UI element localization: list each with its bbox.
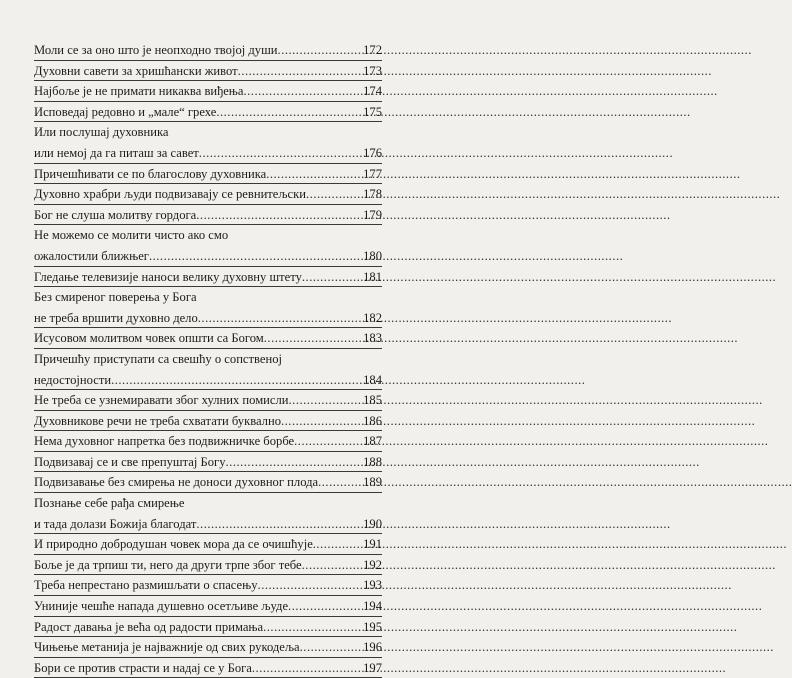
dot-leader — [196, 205, 356, 226]
toc-entry-line — [34, 143, 382, 164]
dot-leader — [288, 596, 356, 617]
toc-entry-line — [34, 205, 382, 226]
toc-entry-line — [34, 637, 382, 658]
toc-entry-title: Бог не слуша молитву гордога — [34, 207, 197, 222]
dot-leader — [238, 61, 356, 82]
toc-entry-title: недостојности — [34, 372, 112, 387]
toc-entry — [34, 40, 382, 61]
toc-entry-title: Подвизавање без смирења не доноси духовног плода — [34, 475, 319, 490]
toc-entry-title: Нема духовног напретка без подвижничке борбе — [34, 434, 295, 449]
dot-leader — [318, 472, 356, 493]
toc-page-number: 194 — [363, 599, 382, 614]
toc-entry-line — [34, 411, 382, 432]
toc-page-number: 173 — [363, 63, 382, 78]
toc-entry-title: Радост давања је већа од радости примања — [34, 619, 264, 634]
dot-leader — [289, 390, 356, 411]
toc-entry-title: Причешћивати се по благослову духовника — [34, 166, 267, 181]
toc-entry-line — [34, 267, 382, 288]
toc-entry-title: или немој да га питаш за савет — [34, 145, 199, 160]
toc-entry-title: Духовни савети за хришћански живот — [34, 63, 238, 78]
toc-entry-line — [34, 349, 382, 370]
toc-entry — [34, 328, 382, 349]
toc-entry-line — [34, 40, 382, 61]
toc-page-number: 187 — [363, 434, 382, 449]
dot-leader — [266, 164, 356, 185]
toc-entry — [34, 411, 382, 432]
toc-entry-line — [34, 164, 382, 185]
toc-entry-title: Не можемо се молити чисто ако смо — [34, 228, 229, 243]
toc-entry-title: Без смиреног поверења у Бога — [34, 290, 197, 305]
toc-entry-title: Чињење метанија је најважније од свих рукодеља — [34, 640, 300, 655]
toc-page-number: 180 — [363, 248, 382, 263]
dot-leader — [263, 617, 356, 638]
dot-leader — [252, 658, 356, 678]
toc-entry — [34, 617, 382, 638]
toc-page-number: 186 — [363, 413, 382, 428]
dot-leader — [313, 534, 356, 555]
toc-entry — [34, 431, 382, 452]
dot-leader — [300, 637, 356, 658]
toc-page-number: 177 — [363, 166, 382, 181]
toc-entry-title: Гледање телевизије наноси велику духовну штету — [34, 269, 302, 284]
toc-entry-line — [34, 246, 382, 267]
toc-entry — [34, 555, 382, 576]
toc-page-number: 184 — [363, 372, 382, 387]
toc-entry — [34, 349, 382, 390]
toc-entry-title: Или послушај духовника — [34, 125, 169, 140]
toc-page-number: 193 — [363, 578, 382, 593]
toc-entry-title: Исусовом молитвом човек општи са Богом — [34, 331, 264, 346]
toc-entry-title: Причешћу приступати са свешћу о сопственој — [34, 351, 283, 366]
toc-entry — [34, 225, 382, 266]
dot-leader — [302, 555, 356, 576]
toc-entry — [34, 390, 382, 411]
toc-page-number: 183 — [363, 331, 382, 346]
toc-page-number: 189 — [363, 475, 382, 490]
toc-entry-title: Духовно храбри људи подвизавају се ревнитељски — [34, 187, 307, 202]
dot-leader — [226, 452, 356, 473]
toc-entry — [34, 637, 382, 658]
toc-entry-line — [34, 534, 382, 555]
dot-leader — [149, 246, 356, 267]
toc-entry-line — [34, 493, 382, 514]
toc-entry — [34, 81, 382, 102]
toc-entry-line — [34, 575, 382, 596]
toc-entry-line — [34, 287, 382, 308]
toc-entry-line — [34, 102, 382, 123]
toc-entry — [34, 472, 382, 493]
toc-entry-line — [34, 555, 382, 576]
toc-entry — [34, 452, 382, 473]
dot-leader — [196, 514, 356, 535]
toc-entry-line — [34, 390, 382, 411]
toc-entry-line — [34, 308, 382, 329]
toc-page-number: 195 — [363, 619, 382, 634]
toc-page-number: 197 — [363, 660, 382, 675]
toc-entry-title: Треба непрестано размишљати о спасењу — [34, 578, 258, 593]
dot-leader — [281, 411, 356, 432]
toc-page-number: 175 — [363, 104, 382, 119]
toc-entry-title: Познање себе рађа смирење — [34, 496, 185, 511]
toc-entry-title: Моли се за оно што је неопходно твојој души — [34, 43, 278, 57]
toc-entry-title: Униније чешће напада душевно осетљиве људе — [34, 599, 289, 614]
dot-leader — [244, 81, 357, 102]
toc-entry-line — [34, 431, 382, 452]
toc-entry-line — [34, 81, 382, 102]
toc-entry-line — [34, 370, 382, 391]
toc-page-number: 192 — [363, 557, 382, 572]
toc-page-number: 176 — [363, 145, 382, 160]
table-of-contents — [34, 40, 382, 678]
toc-entry — [34, 267, 382, 288]
toc-page-number: 178 — [363, 187, 382, 202]
toc-entry — [34, 205, 382, 226]
toc-page-number: 188 — [363, 454, 382, 469]
dot-leader — [111, 370, 356, 391]
toc-entry-line — [34, 617, 382, 638]
toc-page-number: 196 — [363, 640, 382, 655]
toc-entry-title: Најбоље је не примати никаква виђења — [34, 84, 244, 99]
toc-entry-title: Не треба се узнемиравати због хулних помисли — [34, 393, 289, 408]
toc-entry-line — [34, 514, 382, 535]
toc-entry-title: не треба вршити духовно дело — [34, 310, 198, 325]
toc-entry-line — [34, 225, 382, 246]
toc-entry-title: Духовникове речи не треба схватати буквално — [34, 413, 281, 428]
toc-entry — [34, 287, 382, 328]
dot-leader — [264, 328, 356, 349]
toc-entry-title: И природно добродушан човек мора да се очишћује — [34, 537, 313, 552]
toc-entry-title: и тада долази Божија благодат — [34, 516, 197, 531]
toc-entry — [34, 575, 382, 596]
dot-leader — [199, 143, 356, 164]
toc-entry — [34, 102, 382, 123]
toc-entry-line — [34, 328, 382, 349]
dot-leader — [294, 431, 356, 452]
toc-page-number: 181 — [363, 269, 382, 284]
toc-entry — [34, 596, 382, 617]
toc-page-number: 179 — [363, 207, 382, 222]
toc-entry-line — [34, 61, 382, 82]
toc-entry — [34, 184, 382, 205]
toc-entry-line — [34, 596, 382, 617]
toc-entry — [34, 534, 382, 555]
toc-page-number: 172 — [363, 43, 382, 57]
toc-entry — [34, 122, 382, 163]
toc-entry-title: Исповедај редовно и „мале“ грехе — [34, 104, 217, 119]
dot-leader — [302, 267, 356, 288]
dot-leader — [216, 102, 356, 123]
toc-page-number: 190 — [363, 516, 382, 531]
toc-entry-title: Бори се против страсти и надај се у Бога — [34, 660, 252, 675]
toc-entry — [34, 61, 382, 82]
toc-entry-line — [34, 452, 382, 473]
toc-page-number: 174 — [363, 84, 382, 99]
toc-entry — [34, 658, 382, 678]
dot-leader — [258, 575, 356, 596]
toc-page-number: 191 — [363, 537, 382, 552]
toc-entry-line — [34, 122, 382, 143]
toc-entry-line — [34, 658, 382, 678]
dot-leader — [278, 40, 356, 61]
toc-entry-line — [34, 184, 382, 205]
toc-entry-title: Подвизавај се и све препуштај Богу — [34, 454, 226, 469]
toc-entry-line — [34, 472, 382, 493]
toc-entry — [34, 164, 382, 185]
toc-entry — [34, 493, 382, 534]
toc-entry-title: Боље је да трпиш ти, него да други трпе због тебе — [34, 557, 302, 572]
dot-leader — [306, 184, 356, 205]
toc-page-number: 185 — [363, 393, 382, 408]
toc-entry-title: ожалостили ближњег — [34, 248, 149, 263]
dot-leader — [198, 308, 356, 329]
toc-page-number: 182 — [363, 310, 382, 325]
